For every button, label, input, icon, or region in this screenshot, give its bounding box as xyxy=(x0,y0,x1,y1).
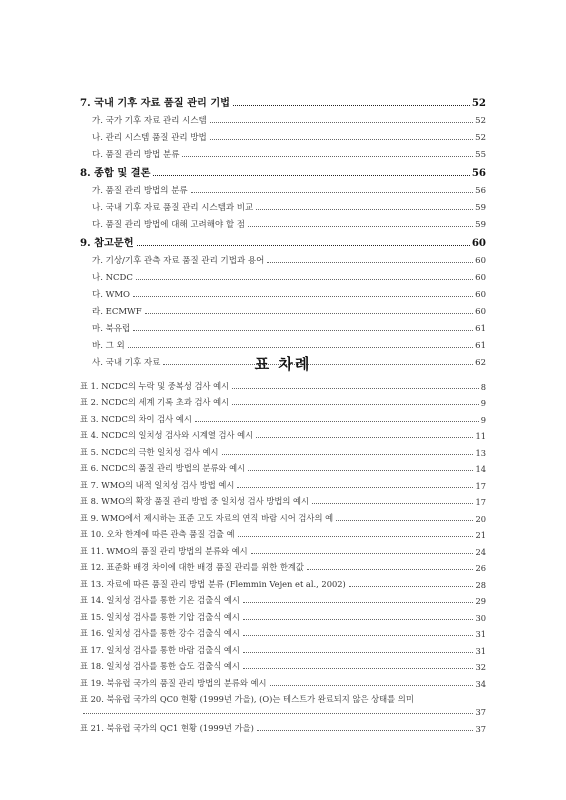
page-number: 62 xyxy=(475,358,486,368)
page-number: 60 xyxy=(471,237,486,249)
leader-dots xyxy=(128,347,473,348)
leader-dots xyxy=(267,262,473,263)
entry-label: 나. NCDC xyxy=(92,273,133,283)
toc-subsection-entry[interactable] xyxy=(80,196,486,213)
page-number: 52 xyxy=(471,97,486,109)
table-entry[interactable] xyxy=(80,672,486,689)
entry-label: 가. 품질 관리 방법의 분류 xyxy=(92,186,188,196)
toc-subsection-entry[interactable] xyxy=(80,334,486,351)
leader-dots xyxy=(248,226,473,227)
toc-subsection-entry[interactable] xyxy=(80,109,486,126)
leader-dots xyxy=(145,313,474,314)
entry-label: 표 21. 북유럽 국가의 QC1 현황 (1999년 가을) xyxy=(80,722,254,733)
leader-dots xyxy=(232,404,479,405)
toc-section-entry[interactable] xyxy=(80,230,486,249)
table-entry[interactable] xyxy=(80,441,486,458)
page-number: 31 xyxy=(475,645,486,656)
table-entry[interactable] xyxy=(80,557,486,574)
leader-dots xyxy=(182,156,473,157)
page-number: 56 xyxy=(471,167,486,179)
page-number: 52 xyxy=(475,116,486,126)
table-entry[interactable] xyxy=(80,458,486,475)
entry-label: 표 6. NCDC의 품질 관리 방법의 분류와 예시 xyxy=(80,463,246,473)
page-number: 8 xyxy=(480,381,486,392)
leader-dots xyxy=(243,635,474,636)
page-number: 37 xyxy=(475,723,486,734)
entry-label: 표 17. 일치성 검사를 통한 바람 검출식 예시 xyxy=(80,644,240,655)
page-number: 60 xyxy=(475,273,486,283)
toc-subsection-entry[interactable] xyxy=(80,213,486,230)
toc-subsection-entry[interactable] xyxy=(80,249,486,266)
entry-label: 바. 그 외 xyxy=(92,341,125,351)
leader-dots xyxy=(257,730,474,731)
toc-subsection-entry[interactable] xyxy=(80,300,486,317)
leader-dots xyxy=(243,619,474,620)
toc-subsection-entry[interactable] xyxy=(80,283,486,300)
page-number: 55 xyxy=(475,150,486,160)
table-entry[interactable] xyxy=(80,590,486,607)
leader-dots xyxy=(133,296,473,297)
leader-dots xyxy=(233,105,470,106)
toc-subsection-entry[interactable] xyxy=(80,266,486,283)
table-entry[interactable] xyxy=(80,408,486,425)
page-number: 60 xyxy=(475,290,486,300)
entry-label: 표 9. WMO에서 제시하는 표준 고도 자료의 연직 바람 시어 검사의 예 xyxy=(80,512,334,523)
leader-dots xyxy=(232,388,479,389)
entry-label: 표 4. NCDC의 일치성 검사와 시계열 검사 예시 xyxy=(80,430,254,440)
page-number: 56 xyxy=(475,186,486,196)
entry-label: 표 19. 북유럽 국가의 품질 관리 방법의 분류와 예시 xyxy=(80,677,267,688)
entry-label: 표 16. 일치성 검사를 통한 강수 검출식 예시 xyxy=(80,628,240,638)
entry-label: 다. 품질 관리 방법 분류 xyxy=(92,150,180,160)
page-number: 61 xyxy=(475,324,486,334)
table-entry[interactable] xyxy=(80,540,486,557)
leader-dots xyxy=(251,553,474,554)
leader-dots xyxy=(336,520,473,521)
page-number: 17 xyxy=(475,480,486,491)
leader-dots xyxy=(248,470,473,471)
entry-label: 표 10. 오차 한계에 따른 관측 품질 검출 예 xyxy=(80,529,235,539)
entry-label: 표 15. 일치성 검사를 통한 기압 검출식 예시 xyxy=(80,611,240,622)
table-entry[interactable] xyxy=(80,689,486,706)
entry-label: 가. 국가 기후 자료 관리 시스템 xyxy=(92,116,207,126)
entry-label: 표 11. WMO의 품질 관리 방법의 분류와 예시 xyxy=(80,545,248,556)
entry-label: 8. 종합 및 결론 xyxy=(80,167,151,179)
contents-list xyxy=(80,90,486,368)
page-number: 32 xyxy=(475,662,486,672)
entry-label: 다. WMO xyxy=(92,290,131,300)
entry-label: 표 5. NCDC의 극한 일치성 검사 예시 xyxy=(80,446,219,457)
table-entry[interactable] xyxy=(80,623,486,640)
table-entry[interactable] xyxy=(80,656,486,673)
page-number: 21 xyxy=(475,530,486,540)
toc-subsection-entry[interactable] xyxy=(80,126,486,143)
toc-section-entry[interactable] xyxy=(80,90,486,109)
leader-dots xyxy=(238,536,474,537)
table-entry[interactable] xyxy=(80,392,486,409)
page-number: 9 xyxy=(480,398,486,408)
page-number: 59 xyxy=(475,203,486,213)
table-entry[interactable] xyxy=(80,425,486,442)
table-entry[interactable] xyxy=(80,606,486,623)
leader-dots xyxy=(191,192,474,193)
entry-label: 7. 국내 기후 자료 품질 관리 기법 xyxy=(80,97,231,109)
leader-dots xyxy=(256,209,473,210)
entry-label: 표 3. NCDC의 차이 검사 예시 xyxy=(80,413,192,424)
entry-label: 나. 국내 기후 자료 품질 관리 시스템과 비교 xyxy=(92,203,254,213)
page-number: 30 xyxy=(475,612,486,623)
toc-subsection-entry[interactable] xyxy=(80,179,486,196)
leader-dots xyxy=(312,503,473,504)
entry-label: 9. 참고문헌 xyxy=(80,237,134,249)
leader-dots xyxy=(153,175,469,176)
list-of-tables xyxy=(80,375,486,734)
leader-dots xyxy=(136,279,473,280)
toc-subsection-entry[interactable] xyxy=(80,143,486,160)
page-number: 37 xyxy=(475,707,486,717)
entry-label: 마. 북유럽 xyxy=(92,324,131,334)
leader-dots xyxy=(210,139,473,140)
list-of-tables-title: 표 차례 xyxy=(254,355,312,373)
table-entry[interactable] xyxy=(80,375,486,392)
leader-dots xyxy=(237,487,473,488)
entry-label: 표 7. WMO의 내적 일치성 검사 방법 예시 xyxy=(80,479,235,490)
leader-dots xyxy=(195,421,479,422)
leader-dots xyxy=(83,713,473,714)
page-number: 14 xyxy=(475,464,486,474)
page-number: 26 xyxy=(475,563,486,573)
table-entry[interactable] xyxy=(80,524,486,541)
leader-dots xyxy=(349,586,474,587)
table-entry-continuation xyxy=(80,705,486,717)
entry-label: 표 8. WMO의 확장 품질 관리 방법 중 일치성 검사 방법의 예시 xyxy=(80,496,310,506)
entry-label: 표 1. NCDC의 누락 및 중복성 검사 예시 xyxy=(80,380,230,391)
entry-label: 가. 기상/기후 관측 자료 품질 관리 기법과 용어 xyxy=(92,256,265,266)
table-entry[interactable] xyxy=(80,717,486,734)
entry-label: 표 13. 자료에 따른 품질 관리 방법 분류 (Flemmin Vejen et al., 2002) xyxy=(80,578,346,589)
entry-label: 표 18. 일치성 검사를 통한 습도 검출식 예시 xyxy=(80,661,240,671)
entry-label: 라. ECMWF xyxy=(92,307,142,317)
entry-label: 표 12. 표준화 배경 차이에 대한 배경 품질 관리를 위한 한계값 xyxy=(80,562,304,572)
table-entry[interactable] xyxy=(80,507,486,524)
toc-subsection-entry[interactable] xyxy=(80,317,486,334)
leader-dots xyxy=(243,668,474,669)
page-number: 9 xyxy=(480,414,486,425)
page-number: 17 xyxy=(475,497,486,507)
leader-dots xyxy=(137,245,470,246)
entry-label: 표 20. 북유럽 국가의 QC0 현황 (1999년 가을), (O)는 테스트가 완료되지 않은 상태를 의미 xyxy=(80,694,414,704)
leader-dots xyxy=(307,569,474,570)
page-number: 24 xyxy=(475,546,486,557)
leader-dots xyxy=(222,454,474,455)
page-number: 28 xyxy=(475,579,486,590)
table-entry[interactable] xyxy=(80,474,486,491)
leader-dots xyxy=(243,602,474,603)
page-number: 60 xyxy=(475,256,486,266)
table-entry[interactable] xyxy=(80,573,486,590)
page-number: 60 xyxy=(475,307,486,317)
page-number: 34 xyxy=(475,678,486,689)
entry-label: 나. 관리 시스템 품질 관리 방법 xyxy=(92,133,207,143)
leader-dots xyxy=(270,685,474,686)
entry-label: 표 2. NCDC의 세계 기록 초과 검사 예시 xyxy=(80,397,230,407)
page-number: 29 xyxy=(475,596,486,606)
page-number: 11 xyxy=(475,431,486,441)
leader-dots xyxy=(256,437,473,438)
entry-label: 표 14. 일치성 검사를 통한 기온 검출식 예시 xyxy=(80,595,240,605)
page-number: 52 xyxy=(475,133,486,143)
page-number: 13 xyxy=(475,447,486,458)
leader-dots xyxy=(133,330,473,331)
page-number: 59 xyxy=(475,220,486,230)
toc-section-entry[interactable] xyxy=(80,160,486,179)
table-entry[interactable] xyxy=(80,639,486,656)
table-entry[interactable] xyxy=(80,491,486,508)
leader-dots xyxy=(243,652,474,653)
page-number: 61 xyxy=(475,341,486,351)
page-number: 20 xyxy=(475,513,486,524)
entry-label: 다. 품질 관리 방법에 대해 고려해야 할 점 xyxy=(92,220,245,230)
leader-dots xyxy=(210,122,473,123)
entry-label: 사. 국내 기후 자료 xyxy=(92,358,161,368)
page-number: 31 xyxy=(475,629,486,639)
